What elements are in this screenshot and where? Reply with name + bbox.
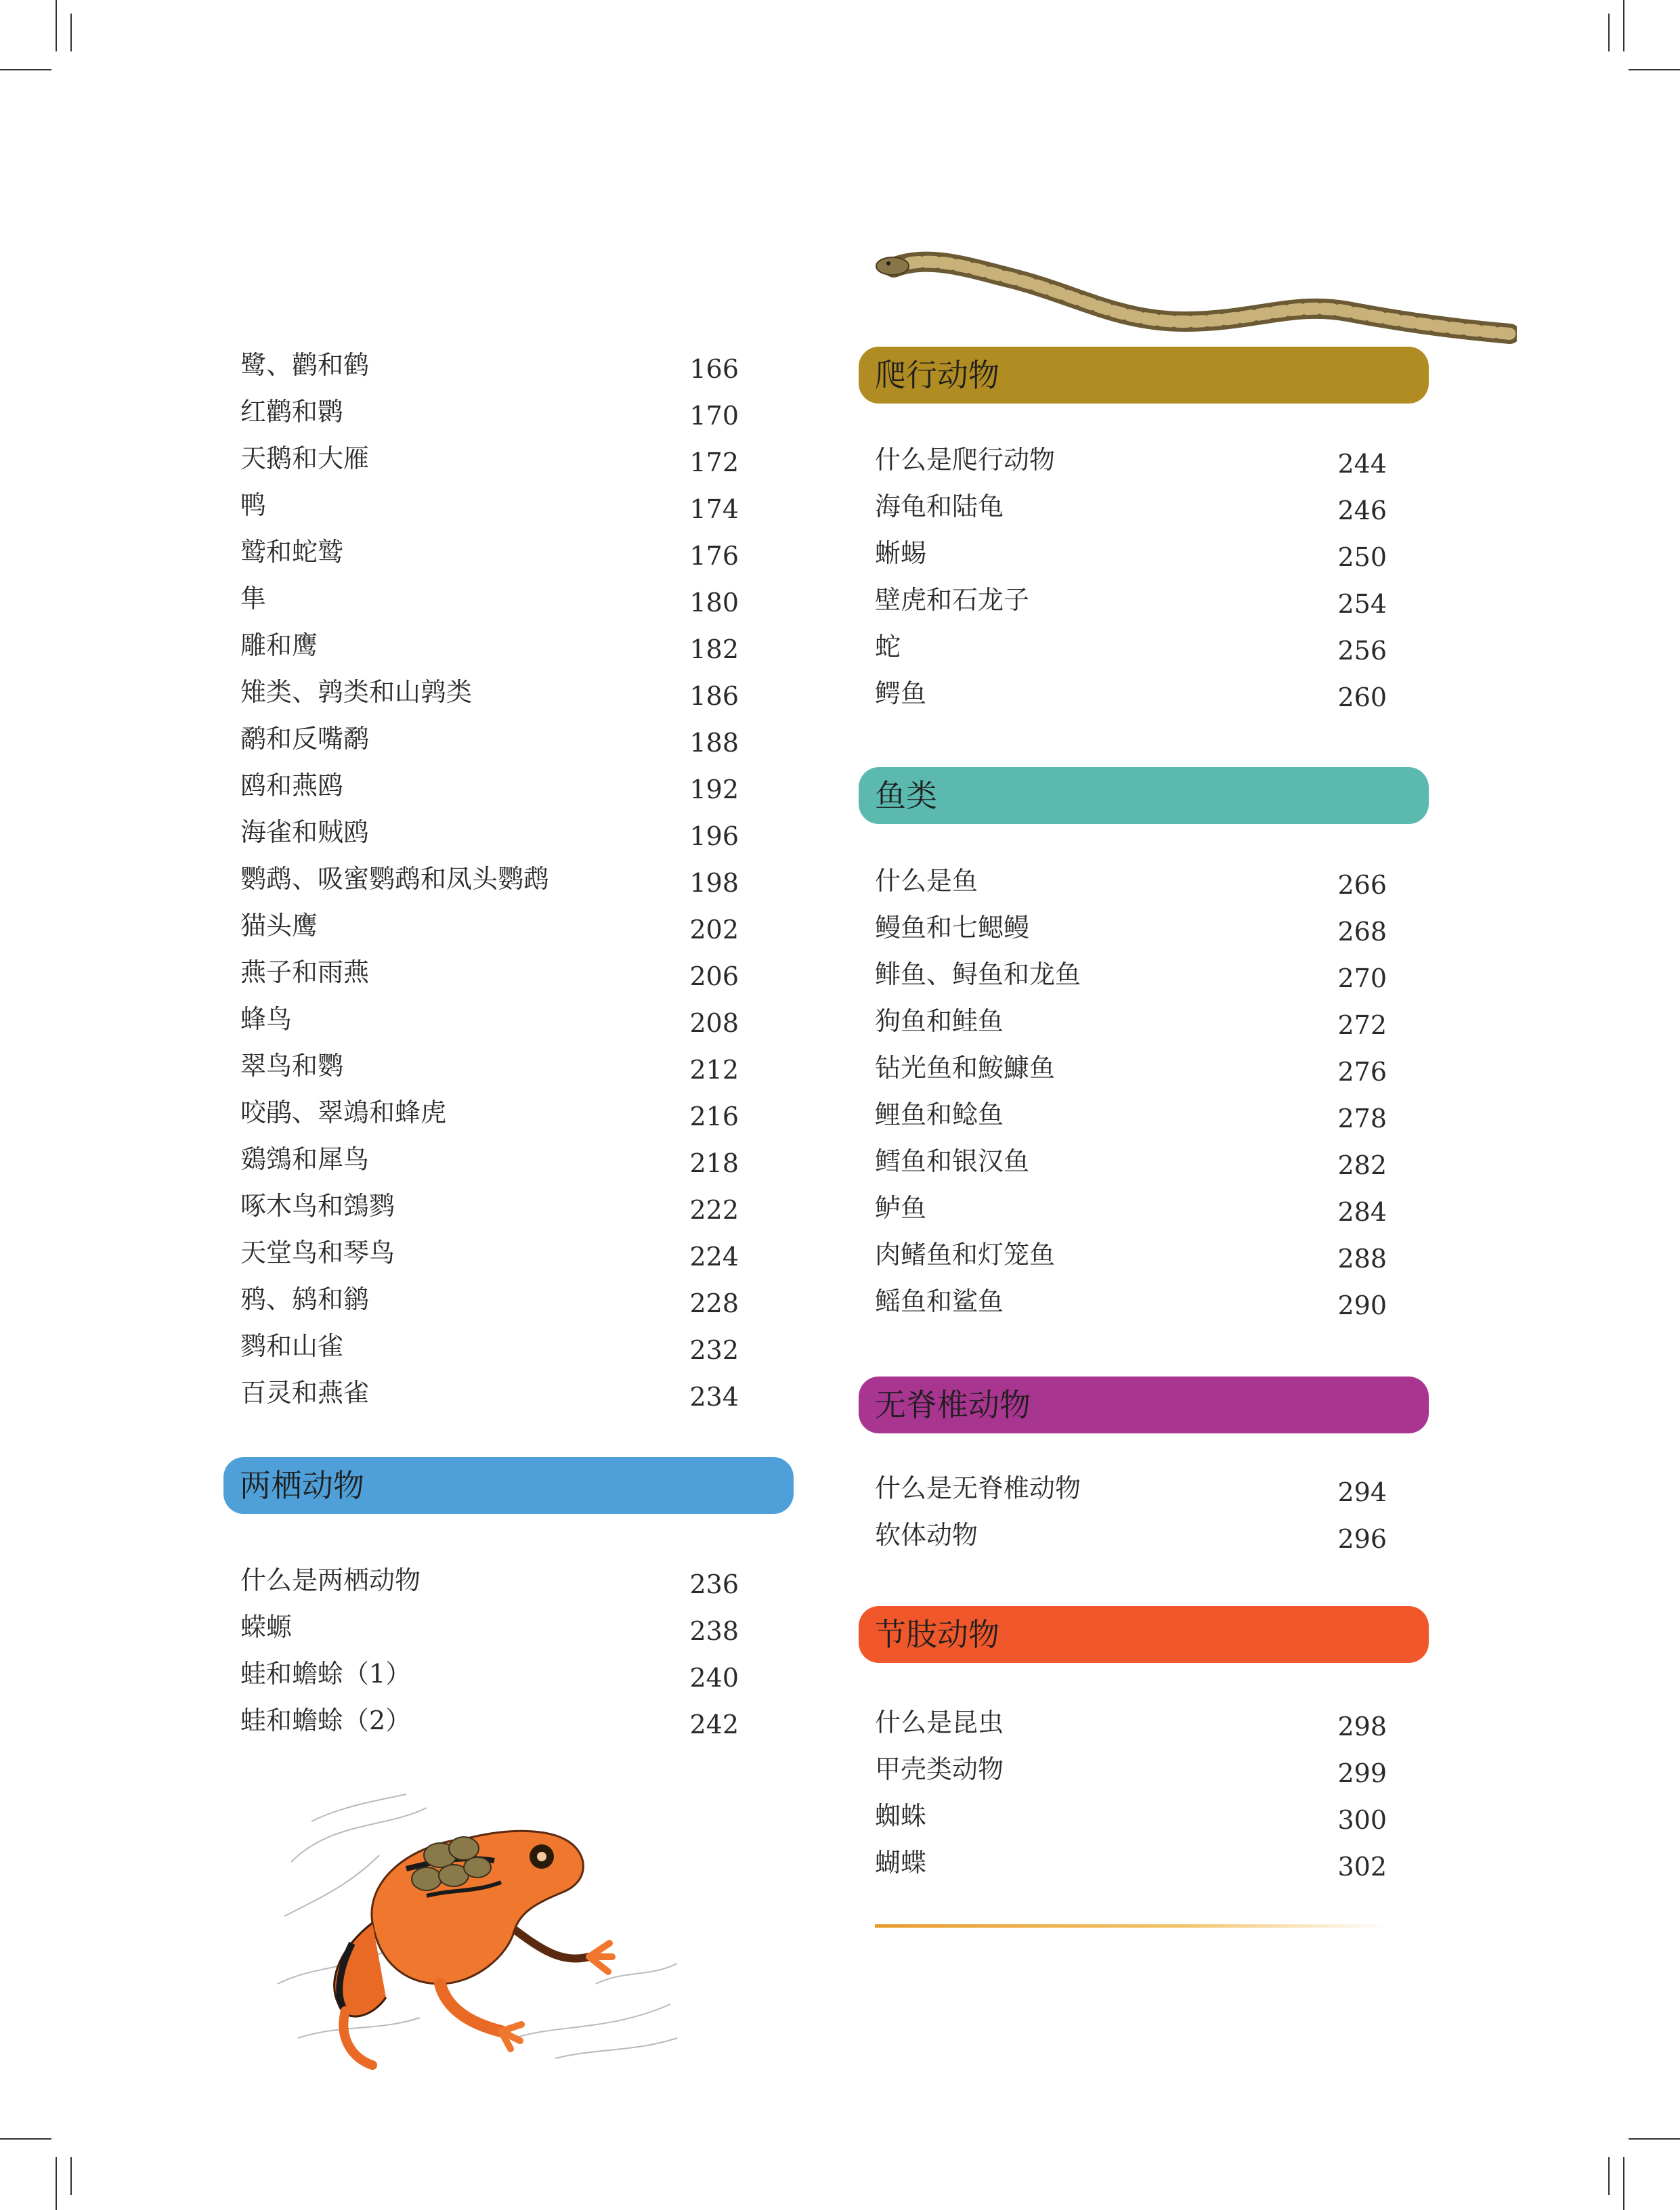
section-heading-reptiles[interactable]: 爬行动物 xyxy=(859,347,1429,404)
toc-entry[interactable] xyxy=(240,1230,739,1276)
crop-mark xyxy=(1629,69,1680,70)
entry-title: 海龟和陆龟 xyxy=(875,492,1004,521)
entry-page: 224 xyxy=(689,1242,739,1272)
toc-entry[interactable] xyxy=(240,716,739,762)
entry-page: 299 xyxy=(1337,1758,1387,1788)
entry-page: 242 xyxy=(689,1710,739,1739)
entry-title: 鹭、鹳和鹤 xyxy=(240,350,370,380)
section-heading-invertebrates[interactable]: 无脊椎动物 xyxy=(859,1377,1429,1433)
entry-page: 234 xyxy=(689,1382,739,1412)
entry-page: 244 xyxy=(1337,449,1387,479)
entry-page: 186 xyxy=(689,681,739,711)
toc-entry[interactable] xyxy=(240,1651,739,1697)
entry-title: 蝾螈 xyxy=(240,1612,293,1642)
entry-page: 260 xyxy=(1337,682,1387,712)
entry-page: 288 xyxy=(1337,1244,1387,1274)
entry-title: 蜂鸟 xyxy=(240,1004,293,1034)
entry-page: 172 xyxy=(689,448,739,477)
section-heading-fish[interactable]: 鱼类 xyxy=(859,767,1429,824)
entry-page: 298 xyxy=(1337,1712,1387,1741)
entry-page: 294 xyxy=(1337,1477,1387,1507)
entry-title: 肉鳍鱼和灯笼鱼 xyxy=(875,1240,1056,1270)
crop-mark xyxy=(1623,0,1624,51)
toc-entry[interactable] xyxy=(875,1091,1387,1138)
toc-entry[interactable] xyxy=(240,903,739,949)
entry-page: 182 xyxy=(689,634,739,664)
entry-page: 228 xyxy=(689,1288,739,1318)
toc-arthropods-list xyxy=(875,1699,1387,1886)
entry-page: 212 xyxy=(689,1055,739,1085)
entry-title: 天堂鸟和琴鸟 xyxy=(240,1238,395,1268)
snake-illustration xyxy=(874,247,1517,349)
entry-title: 壁虎和石龙子 xyxy=(875,585,1030,615)
crop-mark xyxy=(1623,2157,1624,2210)
entry-title: 鹦鹉、吸蜜鹦鹉和凤头鹦鹉 xyxy=(240,864,550,894)
entry-page: 166 xyxy=(689,354,739,384)
toc-entry[interactable] xyxy=(240,762,739,809)
crop-mark xyxy=(0,2138,51,2140)
entry-title: 鲈鱼 xyxy=(875,1193,927,1223)
crop-mark xyxy=(0,69,51,70)
toc-amphibians-list xyxy=(240,1557,739,1744)
entry-page: 218 xyxy=(689,1148,739,1178)
entry-page: 198 xyxy=(689,868,739,898)
entry-page: 196 xyxy=(689,821,739,851)
entry-page: 180 xyxy=(689,588,739,618)
entry-page: 170 xyxy=(689,401,739,431)
entry-page: 232 xyxy=(689,1335,739,1365)
toc-entry[interactable] xyxy=(875,670,1387,717)
entry-title: 甲壳类动物 xyxy=(875,1754,1004,1784)
entry-title: 鲤鱼和鲶鱼 xyxy=(875,1100,1004,1129)
entry-title: 天鹅和大雁 xyxy=(240,443,370,473)
toc-entry[interactable] xyxy=(240,1370,739,1416)
toc-entry[interactable] xyxy=(875,998,1387,1045)
entry-page: 284 xyxy=(1337,1197,1387,1227)
toc-entry[interactable] xyxy=(875,1840,1387,1886)
entry-page: 192 xyxy=(689,775,739,804)
entry-page: 282 xyxy=(1337,1150,1387,1180)
entry-title: 猫头鹰 xyxy=(240,911,318,940)
entry-title: 蛙和蟾蜍（2） xyxy=(240,1706,412,1735)
toc-entry[interactable] xyxy=(240,342,739,389)
entry-title: 蜘蛛 xyxy=(875,1801,927,1831)
crop-mark xyxy=(56,2157,57,2210)
entry-title: 鸥和燕鸥 xyxy=(240,771,344,800)
entry-page: 222 xyxy=(689,1195,739,1225)
entry-page: 208 xyxy=(689,1008,739,1038)
toc-entry[interactable] xyxy=(240,1136,739,1183)
toc-entry[interactable] xyxy=(875,1465,1387,1512)
toc-entry[interactable] xyxy=(875,1232,1387,1278)
toc-entry[interactable] xyxy=(240,576,739,622)
toc-entry[interactable] xyxy=(240,1323,739,1370)
entry-page: 300 xyxy=(1337,1805,1387,1835)
decorative-rule xyxy=(875,1924,1390,1928)
entry-page: 250 xyxy=(1337,542,1387,572)
entry-title: 什么是鱼 xyxy=(875,866,978,896)
entry-page: 268 xyxy=(1337,917,1387,947)
toc-entry[interactable] xyxy=(875,577,1387,624)
toc-bird-list xyxy=(240,342,739,1416)
entry-title: 燕子和雨燕 xyxy=(240,957,370,987)
entry-title: 海雀和贼鸥 xyxy=(240,817,370,847)
toc-entry[interactable] xyxy=(240,1604,739,1651)
entry-page: 256 xyxy=(1337,636,1387,666)
entry-page: 254 xyxy=(1337,589,1387,619)
entry-title: 蛇 xyxy=(875,632,901,662)
section-heading-amphibians[interactable]: 两栖动物 xyxy=(223,1457,794,1514)
toc-entry[interactable] xyxy=(875,437,1387,483)
crop-mark xyxy=(56,0,57,51)
entry-title: 翠鸟和鹦 xyxy=(240,1051,344,1081)
entry-page: 240 xyxy=(689,1663,739,1693)
toc-entry[interactable] xyxy=(875,1185,1387,1232)
entry-title: 什么是昆虫 xyxy=(875,1708,1004,1737)
entry-title: 蜥蜴 xyxy=(875,538,927,568)
toc-entry[interactable] xyxy=(875,530,1387,577)
toc-entry[interactable] xyxy=(875,1699,1387,1746)
entry-page: 202 xyxy=(689,915,739,945)
toc-entry[interactable] xyxy=(875,905,1387,951)
toc-entry[interactable] xyxy=(240,389,739,435)
entry-page: 238 xyxy=(689,1616,739,1646)
toc-invertebrates-list xyxy=(875,1465,1387,1559)
entry-title: 鹬和反嘴鹬 xyxy=(240,724,370,754)
toc-entry[interactable] xyxy=(240,996,739,1043)
toc-entry[interactable] xyxy=(875,1746,1387,1793)
toc-entry[interactable] xyxy=(240,622,739,669)
entry-title: 狗鱼和鲑鱼 xyxy=(875,1006,1004,1036)
crop-mark xyxy=(70,2157,72,2195)
entry-page: 302 xyxy=(1337,1852,1387,1882)
entry-title: 隼 xyxy=(240,584,267,613)
entry-page: 272 xyxy=(1337,1010,1387,1040)
toc-entry[interactable] xyxy=(240,529,739,576)
entry-title: 雕和鹰 xyxy=(240,630,318,660)
entry-title: 鳗鱼和七鳃鳗 xyxy=(875,913,1030,942)
entry-page: 236 xyxy=(689,1569,739,1599)
entry-page: 206 xyxy=(689,961,739,991)
toc-entry[interactable] xyxy=(240,1043,739,1089)
entry-page: 270 xyxy=(1337,963,1387,993)
entry-page: 290 xyxy=(1337,1291,1387,1320)
crop-mark xyxy=(1608,2157,1610,2195)
entry-title: 什么是无脊椎动物 xyxy=(875,1473,1081,1503)
entry-title: 软体动物 xyxy=(875,1520,978,1550)
toc-entry[interactable] xyxy=(240,809,739,856)
entry-title: 鸭 xyxy=(240,490,267,520)
toc-entry[interactable] xyxy=(875,1138,1387,1185)
toc-entry[interactable] xyxy=(875,858,1387,905)
toc-entry[interactable] xyxy=(240,435,739,482)
entry-title: 钻光鱼和鮟鱇鱼 xyxy=(875,1053,1056,1083)
toc-entry[interactable] xyxy=(240,669,739,716)
entry-title: 鳐鱼和鲨鱼 xyxy=(875,1286,1004,1316)
toc-entry[interactable] xyxy=(875,624,1387,670)
toc-entry[interactable] xyxy=(240,1276,739,1323)
crop-mark xyxy=(1629,2138,1680,2140)
toc-entry[interactable] xyxy=(875,1512,1387,1559)
entry-title: 鲱鱼、鲟鱼和龙鱼 xyxy=(875,959,1081,989)
entry-title: 什么是两栖动物 xyxy=(240,1565,421,1595)
poison-dart-frog-illustration xyxy=(271,1781,691,2079)
entry-title: 什么是爬行动物 xyxy=(875,445,1056,475)
entry-page: 276 xyxy=(1337,1057,1387,1087)
toc-entry[interactable] xyxy=(875,1793,1387,1840)
section-heading-arthropods[interactable]: 节肢动物 xyxy=(859,1606,1429,1663)
toc-entry[interactable] xyxy=(875,1278,1387,1325)
entry-title: 百灵和燕雀 xyxy=(240,1378,370,1408)
toc-entry[interactable] xyxy=(240,1697,739,1744)
toc-entry[interactable] xyxy=(875,483,1387,530)
crop-mark xyxy=(70,14,72,51)
toc-entry[interactable] xyxy=(240,949,739,996)
entry-title: 鹨和山雀 xyxy=(240,1331,344,1361)
toc-entry[interactable] xyxy=(240,856,739,903)
toc-entry[interactable] xyxy=(240,1183,739,1230)
toc-entry[interactable] xyxy=(875,951,1387,998)
entry-title: 鳄鱼 xyxy=(875,678,927,708)
entry-page: 176 xyxy=(689,541,739,571)
toc-fish-list xyxy=(875,858,1387,1325)
toc-reptiles-list xyxy=(875,437,1387,717)
entry-title: 啄木鸟和鵼鹨 xyxy=(240,1191,395,1221)
toc-entry[interactable] xyxy=(875,1045,1387,1091)
entry-title: 鹫和蛇鹫 xyxy=(240,537,344,567)
entry-page: 216 xyxy=(689,1102,739,1131)
entry-title: 红鹳和鹮 xyxy=(240,397,344,427)
entry-page: 296 xyxy=(1337,1524,1387,1554)
entry-title: 雉类、鹑类和山鹑类 xyxy=(240,677,473,707)
toc-entry[interactable] xyxy=(240,1089,739,1136)
entry-page: 246 xyxy=(1337,496,1387,525)
entry-title: 蝴蝶 xyxy=(875,1848,927,1878)
entry-title: 鳕鱼和银汉鱼 xyxy=(875,1146,1030,1176)
entry-page: 278 xyxy=(1337,1104,1387,1133)
entry-page: 266 xyxy=(1337,870,1387,900)
entry-title: 鸦、鸫和鹟 xyxy=(240,1284,370,1314)
entry-page: 188 xyxy=(689,728,739,758)
toc-entry[interactable] xyxy=(240,482,739,529)
entry-page: 174 xyxy=(689,494,739,524)
crop-mark xyxy=(1608,14,1610,51)
toc-entry[interactable] xyxy=(240,1557,739,1604)
entry-title: 咬鹃、翠鴗和蜂虎 xyxy=(240,1098,447,1127)
entry-title: 蛙和蟾蜍（1） xyxy=(240,1659,412,1689)
entry-title: 鵎鵼和犀鸟 xyxy=(240,1144,370,1174)
